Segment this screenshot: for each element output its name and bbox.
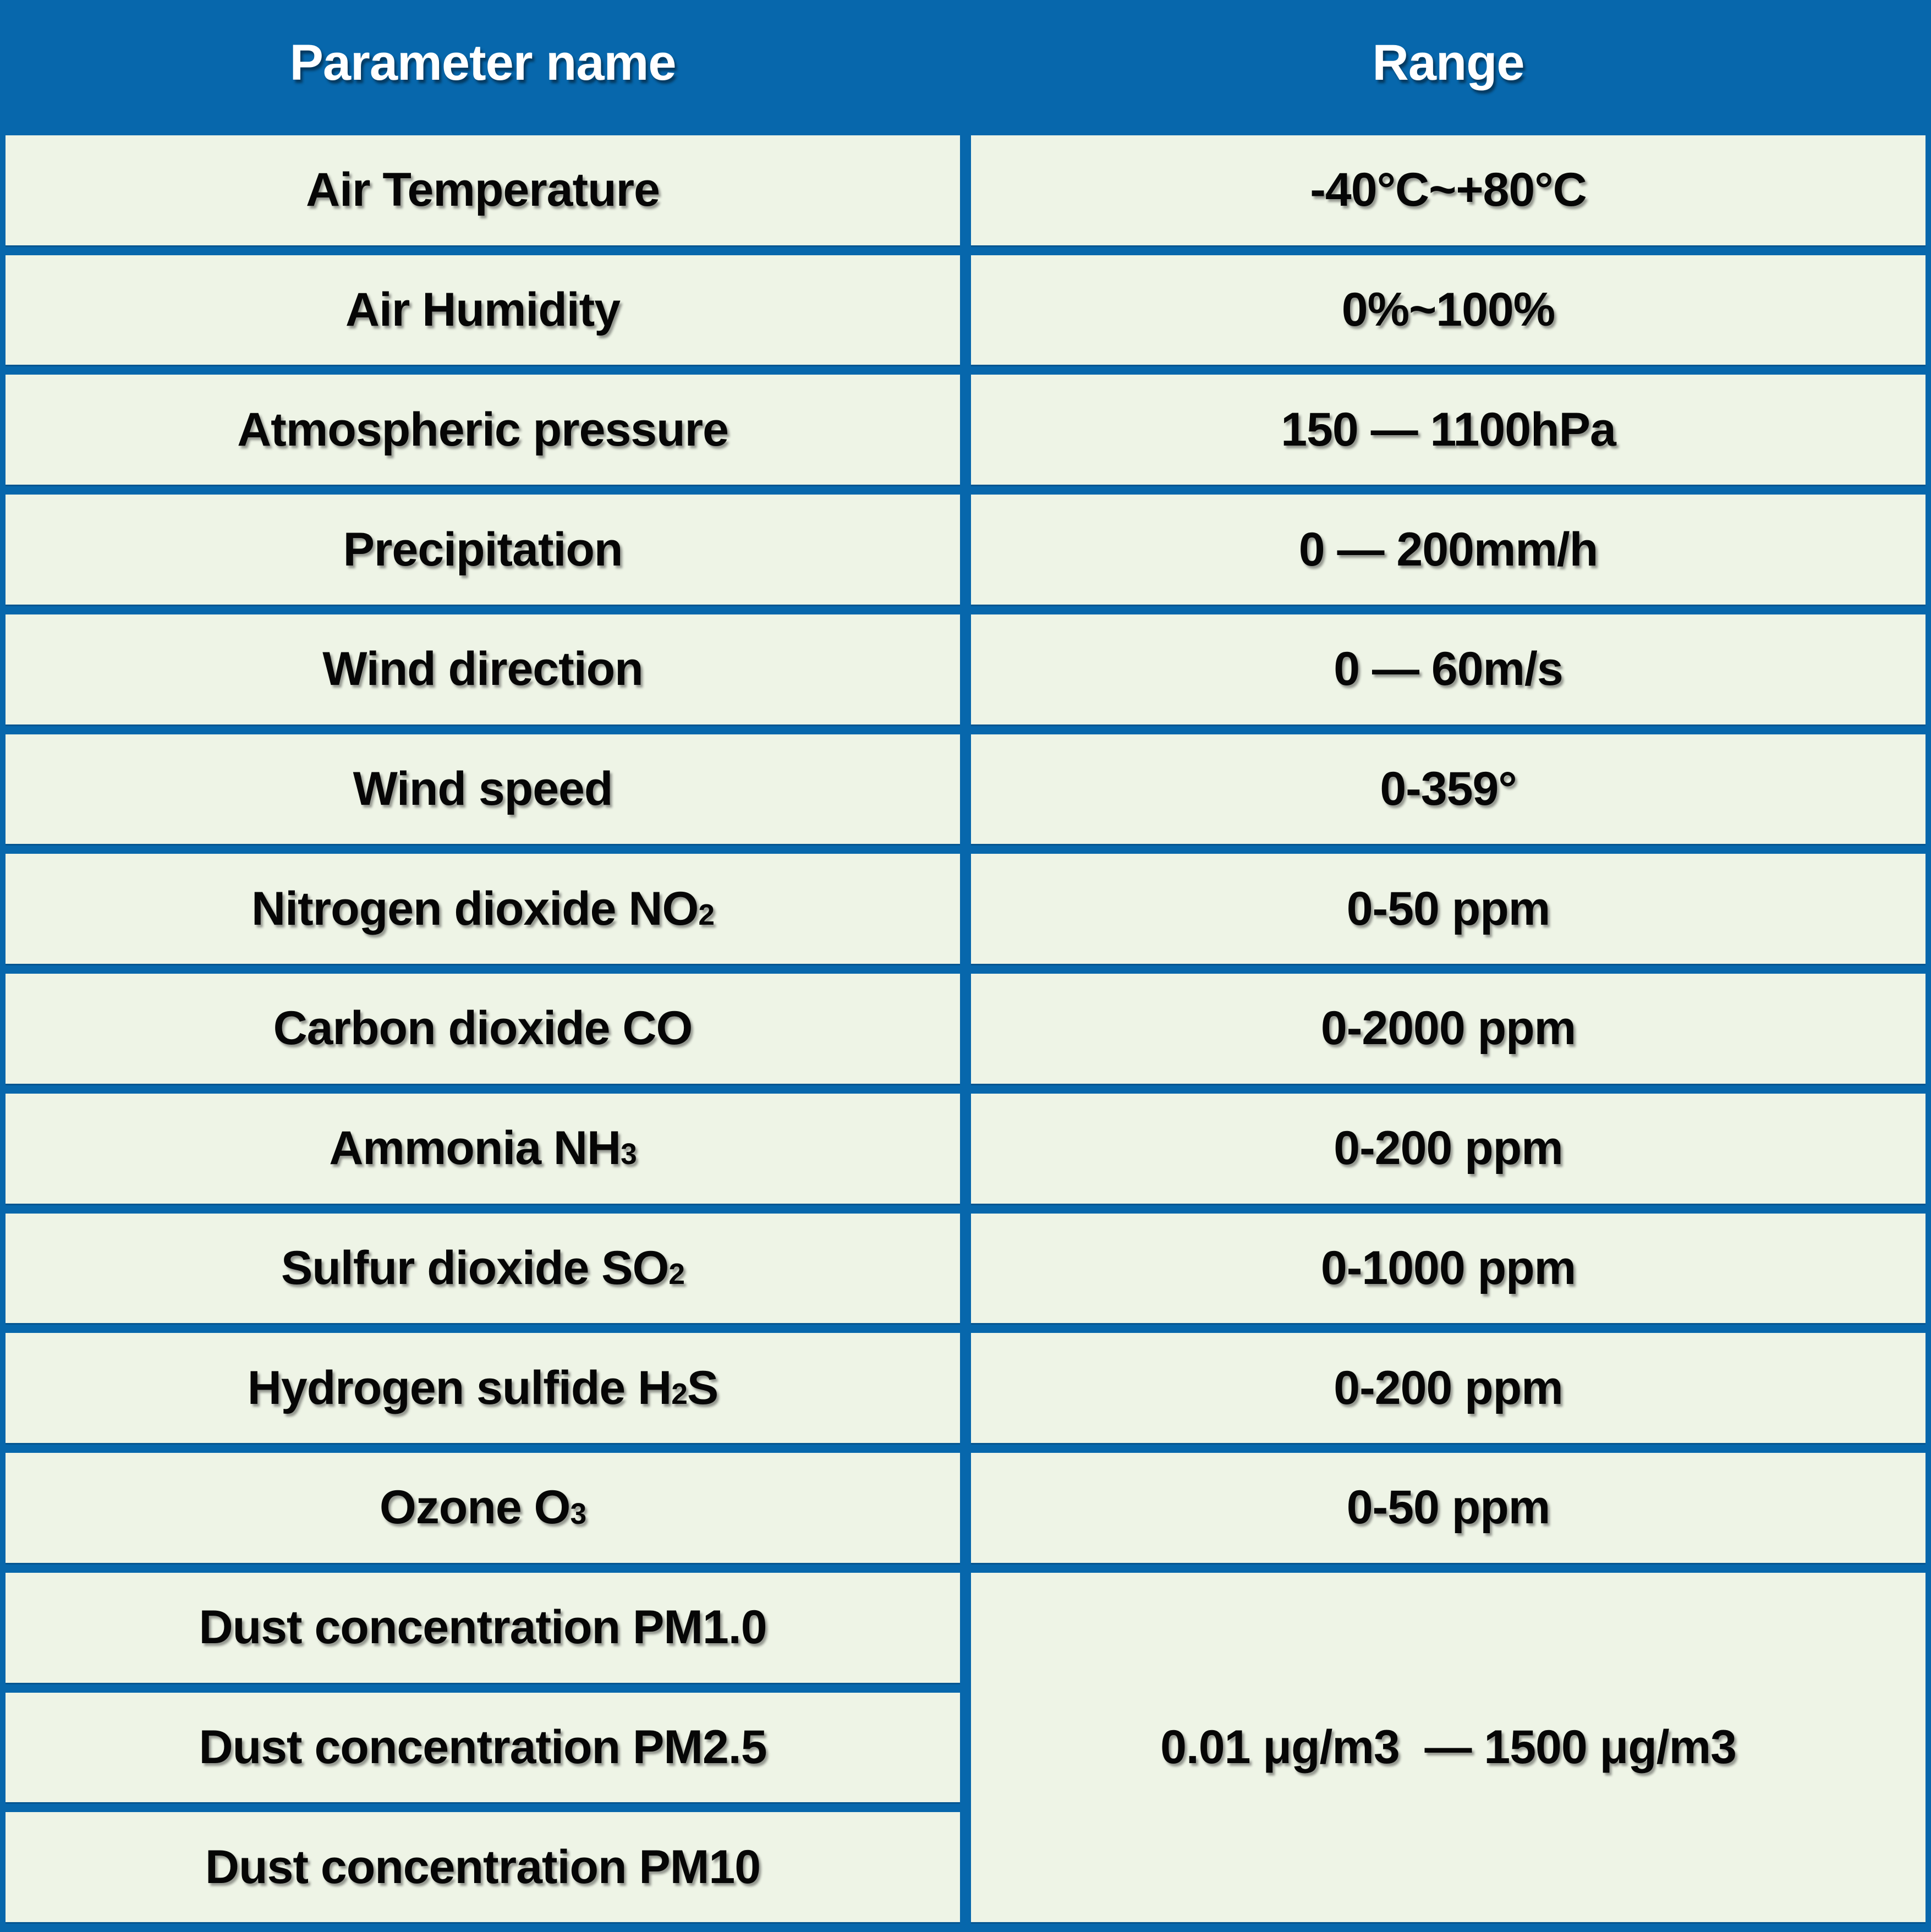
param-cell-ammonia: Ammonia NH $_3$ [6, 1094, 960, 1204]
range-cell-ozone: 0-50 ppm [971, 1453, 1925, 1563]
range-cell-air-temperature: -40°C~+80°C [971, 135, 1925, 245]
param-cell-dust-pm25: Dust concentration PM2.5 [6, 1693, 960, 1803]
header-parameter-name: Parameter name [289, 34, 676, 91]
range-cell-dust-merged: 0.01 μg/m3 — 1500 μg/m3 [971, 1573, 1925, 1922]
param-cell-precipitation: Precipitation [6, 495, 960, 605]
param-cell-sulfur-dioxide: Sulfur dioxide SO $_2$ [6, 1214, 960, 1324]
param-cell-air-temperature: Air Temperature [6, 135, 960, 245]
range-cell-wind-direction: 0 — 60m/s [971, 614, 1925, 724]
param-cell-wind-direction: Wind direction [6, 614, 960, 724]
range-cell-carbon-dioxide: 0-2000 ppm [971, 974, 1925, 1084]
range-cell-precipitation: 0 — 200mm/h [971, 495, 1925, 605]
range-cell-nitrogen-dioxide: 0-50 ppm [971, 854, 1925, 964]
param-cell-nitrogen-dioxide: Nitrogen dioxide NO $_2$ [6, 854, 960, 964]
header-range: Range [1372, 34, 1524, 91]
param-cell-carbon-dioxide: Carbon dioxide CO [6, 974, 960, 1084]
param-cell-wind-speed: Wind speed [6, 734, 960, 844]
param-cell-atmospheric-pressure: Atmospheric pressure [6, 375, 960, 485]
param-cell-dust-pm10: Dust concentration PM10 [6, 1812, 960, 1922]
range-cell-ammonia: 0-200 ppm [971, 1094, 1925, 1204]
param-cell-hydrogen-sulfide: Hydrogen sulfide H $_2$ S [6, 1333, 960, 1443]
range-cell-hydrogen-sulfide: 0-200 ppm [971, 1333, 1925, 1443]
range-cell-sulfur-dioxide: 0-1000 ppm [971, 1214, 1925, 1324]
range-cell-atmospheric-pressure: 150 — 1100hPa [971, 375, 1925, 485]
range-cell-air-humidity: 0%~100% [971, 255, 1925, 365]
param-cell-ozone: Ozone O $_3$ [6, 1453, 960, 1563]
range-cell-wind-speed: 0-359° [971, 734, 1925, 844]
param-cell-air-humidity: Air Humidity [6, 255, 960, 365]
param-cell-dust-pm1: Dust concentration PM1.0 [6, 1573, 960, 1683]
